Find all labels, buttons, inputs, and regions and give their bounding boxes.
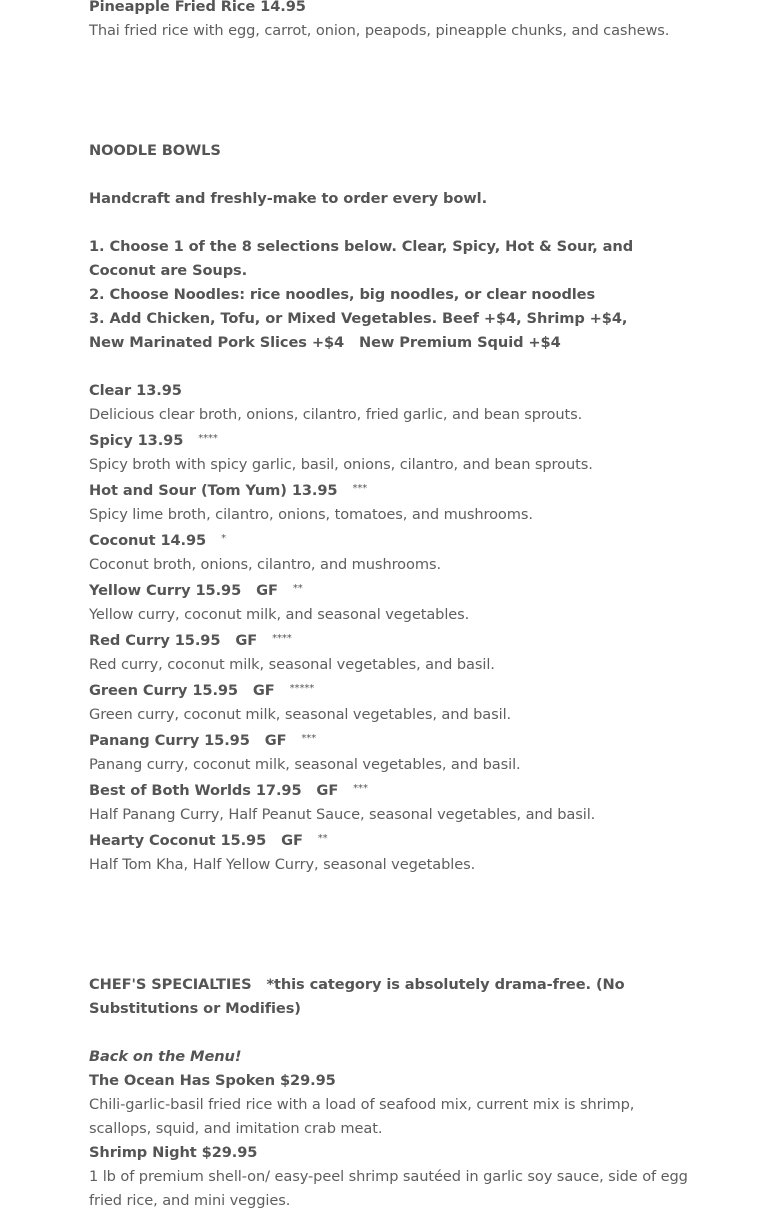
step-3: 3. Add Chicken, Tofu, or Mixed Vegetables. Beef +$4, Shrimp +$4, [89,310,628,327]
section-tagline: Back on the Menu! [89,1048,242,1065]
step-1: 1. Choose 1 of the 8 selections below. Clear, Spicy, Hot & Sour, and Coconut are Soups. [89,238,639,279]
item-title: Best of Both Worlds 17.95 GF [89,782,339,799]
item-description: Panang curry, coconut milk, seasonal vegetables, and basil. [89,756,521,773]
spacer [89,43,699,139]
item-description: 1 lb of premium shell-on/ easy-peel shrimp sautéed in garlic soy sauce, side of egg fried rice, and mini veggies. [89,1168,693,1209]
specialty-item [89,1069,699,1141]
item-description: Spicy broth with spicy garlic, basil, onions, cilantro, and bean sprouts. [89,456,593,473]
noodle-bowl-item [89,577,699,627]
item-title: Coconut 14.95 [89,532,207,549]
item-title: Red Curry 15.95 GF [89,632,258,649]
noodle-bowl-item [89,527,699,577]
section-intro: Handcraft and freshly-make to order every bowl. [89,190,488,207]
menu-content [89,0,699,1213]
noodle-bowl-item [89,727,699,777]
item-description: Half Panang Curry, Half Peanut Sauce, seasonal vegetables, and basil. [89,806,596,823]
item-description: Coconut broth, onions, cilantro, and mushrooms. [89,556,441,573]
item-description: Half Tom Kha, Half Yellow Curry, seasonal vegetables. [89,856,476,873]
item-title: Green Curry 15.95 GF [89,682,275,699]
noodle-bowl-item [89,427,699,477]
item-title: Shrimp Night $29.95 [89,1144,258,1161]
spice-level: *** [353,783,368,794]
spice-level: **** [272,633,292,644]
specialty-item [89,1141,699,1213]
step-2: 2. Choose Noodles: rice noodles, big noodles, or clear noodles [89,286,596,303]
item-title: Hot and Sour (Tom Yum) 13.95 [89,482,338,499]
item-description: Delicious clear broth, onions, cilantro, fried garlic, and bean sprouts. [89,406,583,423]
noodle-bowl-item [89,477,699,527]
item-description: Green curry, coconut milk, seasonal vegetables, and basil. [89,706,512,723]
spice-level: ***** [289,683,315,694]
item-description: Yellow curry, coconut milk, and seasonal vegetables. [89,606,470,623]
spacer [89,877,699,973]
item-title: Spicy 13.95 [89,432,184,449]
section-note: *this category is absolutely drama-free. (No Substitutions or Modifies) [89,976,630,1017]
section-heading-noodle-bowls: NOODLE BOWLS [89,142,221,159]
spice-level: *** [301,733,317,744]
item-title: Pineapple Fried Rice 14.95 [89,0,306,15]
item-description: Red curry, coconut milk, seasonal vegetables, and basil. [89,656,495,673]
noodle-bowl-item [89,627,699,677]
spice-level: * [221,533,226,544]
item-title: Panang Curry 15.95 GF [89,732,287,749]
section-heading: CHEF'S SPECIALTIES [89,976,252,993]
item-title: The Ocean Has Spoken $29.95 [89,1072,336,1089]
item-title: Yellow Curry 15.95 GF [89,582,278,599]
section-heading-chefs-specialties [89,973,699,1021]
spice-level: ** [317,833,328,844]
item-title: Hearty Coconut 15.95 GF [89,832,303,849]
noodle-bowl-item [89,777,699,827]
item-description: Chili-garlic-basil fried rice with a load of seafood mix, current mix is shrimp, scallops, squid, and imitation crab meat. [89,1096,639,1137]
step-3-continued: New Marinated Pork Slices +$4 New Premium Squid +$4 [89,334,561,351]
spice-level: **** [198,433,218,444]
noodle-bowl-item [89,379,699,427]
noodle-bowl-item [89,827,699,877]
item-description: Spicy lime broth, cilantro, onions, tomatoes, and mushrooms. [89,506,533,523]
spice-level: *** [352,483,368,494]
item-title: Clear 13.95 [89,382,182,399]
item-description: Thai fried rice with egg, carrot, onion, peapods, pineapple chunks, and cashews. [89,22,670,39]
noodle-bowl-item [89,677,699,727]
spice-level: ** [292,583,303,594]
